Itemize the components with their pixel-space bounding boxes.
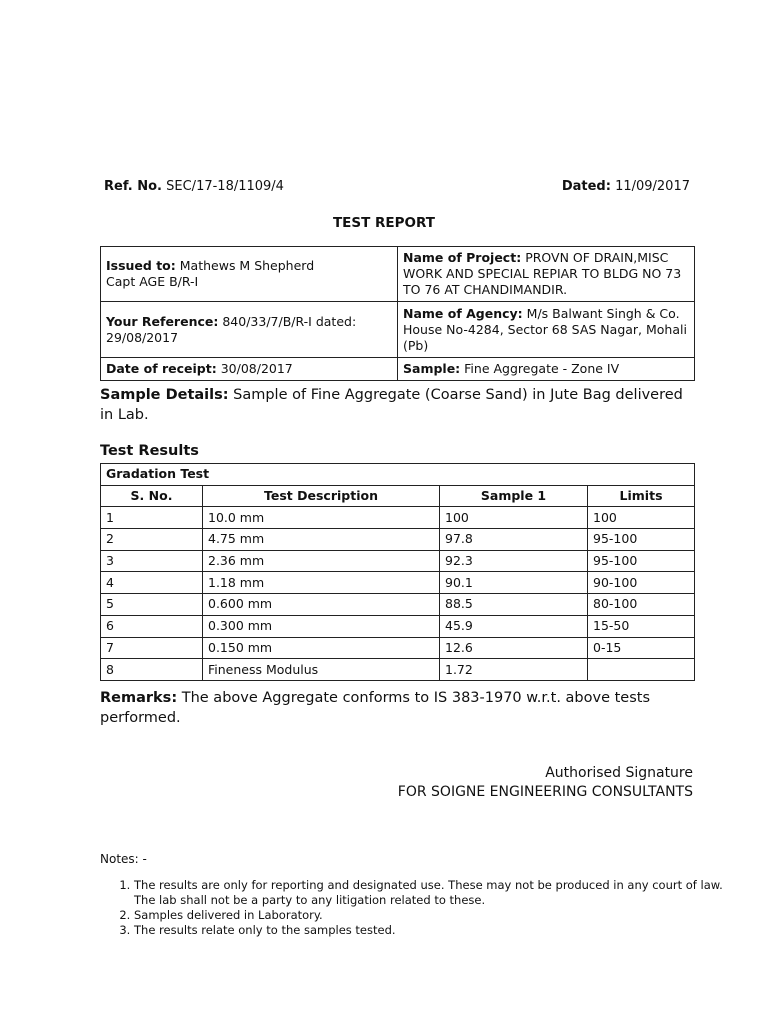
sample-cell (398, 358, 695, 381)
sample-details (100, 385, 694, 425)
row-description: 0.600 mm (203, 594, 440, 616)
row-sample-value: 12.6 (440, 637, 588, 659)
note-item: 1. The results are only for reporting and designated use. These may not be produced in any court of law. The lab shall not be a party to any litigation related to these. (134, 878, 730, 908)
receipt-value: 30/08/2017 (220, 361, 293, 376)
row-sample-value: 88.5 (440, 594, 588, 616)
column-header: Test Description (203, 485, 440, 507)
gradation-rows (101, 507, 695, 681)
reference-value: 840/33/7/B/R-I dated: 29/08/2017 (106, 313, 357, 345)
sample-label: Sample: (403, 361, 461, 376)
row-limits: 0-15 (588, 637, 695, 659)
issued-to-label: Issued to: (106, 258, 176, 273)
row-sample-value: 92.3 (440, 550, 588, 572)
remarks-label: Remarks: (100, 690, 178, 706)
sample-details-label: Sample Details: (100, 387, 229, 403)
table-row (101, 572, 695, 594)
row-description: 0.150 mm (203, 637, 440, 659)
dated (562, 179, 690, 194)
reference-label: Your Reference: (106, 313, 219, 329)
note-item: 2. Samples delivered in Laboratory. (134, 908, 730, 923)
row-sno: 5 (101, 594, 203, 616)
reference-line (104, 179, 690, 194)
row-description: 2.36 mm (203, 550, 440, 572)
note-item: 3. The results relate only to the samples tested. (134, 923, 730, 938)
table-row (101, 594, 695, 616)
reference-cell (101, 302, 398, 358)
row-sno: 4 (101, 572, 203, 594)
dated-label: Dated: (561, 179, 611, 194)
issued-to-cell (101, 247, 398, 302)
row-description: Fineness Modulus (203, 659, 440, 681)
gradation-caption: Gradation Test (101, 464, 695, 486)
column-header: S. No. (101, 485, 203, 507)
row-sample-value: 97.8 (440, 529, 588, 551)
row-limits (588, 659, 695, 681)
issued-to-value: Mathews M Shepherd (179, 258, 315, 273)
agency-label: Name of Agency: (403, 305, 523, 321)
receipt-label: Date of receipt: (106, 361, 217, 376)
remarks (100, 688, 694, 728)
row-sample-value: 100 (440, 507, 588, 529)
gradation-table (100, 463, 695, 681)
notes-heading: Notes: - (100, 852, 147, 866)
test-results-heading: Test Results (100, 443, 199, 459)
table-row (101, 550, 695, 572)
row-sno: 7 (101, 637, 203, 659)
column-header: Limits (588, 485, 695, 507)
row-sno: 2 (101, 529, 203, 551)
sample-details-text: Sample of Fine Aggregate (Coarse Sand) in Jute Bag delivered in Lab. (100, 387, 683, 423)
row-sample-value: 1.72 (440, 659, 588, 681)
agency-cell (398, 302, 695, 358)
project-cell (398, 247, 695, 302)
project-label: Name of Project: (403, 250, 522, 265)
signature-block (398, 764, 693, 802)
row-limits: 95-100 (588, 550, 695, 572)
row-sno: 3 (101, 550, 203, 572)
row-sample-value: 90.1 (440, 572, 588, 594)
table-row (101, 659, 695, 681)
column-header: Sample 1 (440, 485, 588, 507)
sample-value: Fine Aggregate - Zone IV (464, 361, 620, 376)
ref-value: SEC/17-18/1109/4 (166, 179, 284, 194)
row-sno: 6 (101, 615, 203, 637)
row-limits: 80-100 (588, 594, 695, 616)
agency-value: M/s Balwant Singh & Co. House No-4284, Sector 68 SAS Nagar, Mohali (Pb) (403, 305, 687, 353)
table-row (101, 615, 695, 637)
table-row (101, 529, 695, 551)
notes-list (100, 878, 730, 938)
report-title: TEST REPORT (332, 215, 436, 231)
ref-number (104, 179, 284, 194)
dated-value: 11/09/2017 (615, 179, 690, 194)
signature-line: Authorised Signature (545, 765, 693, 781)
row-description: 1.18 mm (203, 572, 440, 594)
row-description: 10.0 mm (203, 507, 440, 529)
info-table (100, 246, 695, 381)
row-limits: 100 (588, 507, 695, 529)
row-sno: 1 (101, 507, 203, 529)
row-limits: 90-100 (588, 572, 695, 594)
row-description: 0.300 mm (203, 615, 440, 637)
remarks-text: The above Aggregate conforms to IS 383-1970 w.r.t. above tests performed. (100, 690, 651, 726)
row-limits: 95-100 (588, 529, 695, 551)
row-sno: 8 (101, 659, 203, 681)
table-row (101, 637, 695, 659)
issued-to-line2: Capt AGE B/R-I (106, 274, 199, 289)
table-row (101, 507, 695, 529)
row-sample-value: 45.9 (440, 615, 588, 637)
ref-label: Ref. No. (104, 179, 162, 194)
receipt-cell (101, 358, 398, 381)
row-limits: 15-50 (588, 615, 695, 637)
project-value: PROVN OF DRAIN,MISC WORK AND SPECIAL REPIAR TO BLDG NO 73 TO 76 AT CHANDIMANDIR. (403, 250, 682, 297)
signature-company: FOR SOIGNE ENGINEERING CONSULTANTS (397, 784, 693, 800)
row-description: 4.75 mm (203, 529, 440, 551)
